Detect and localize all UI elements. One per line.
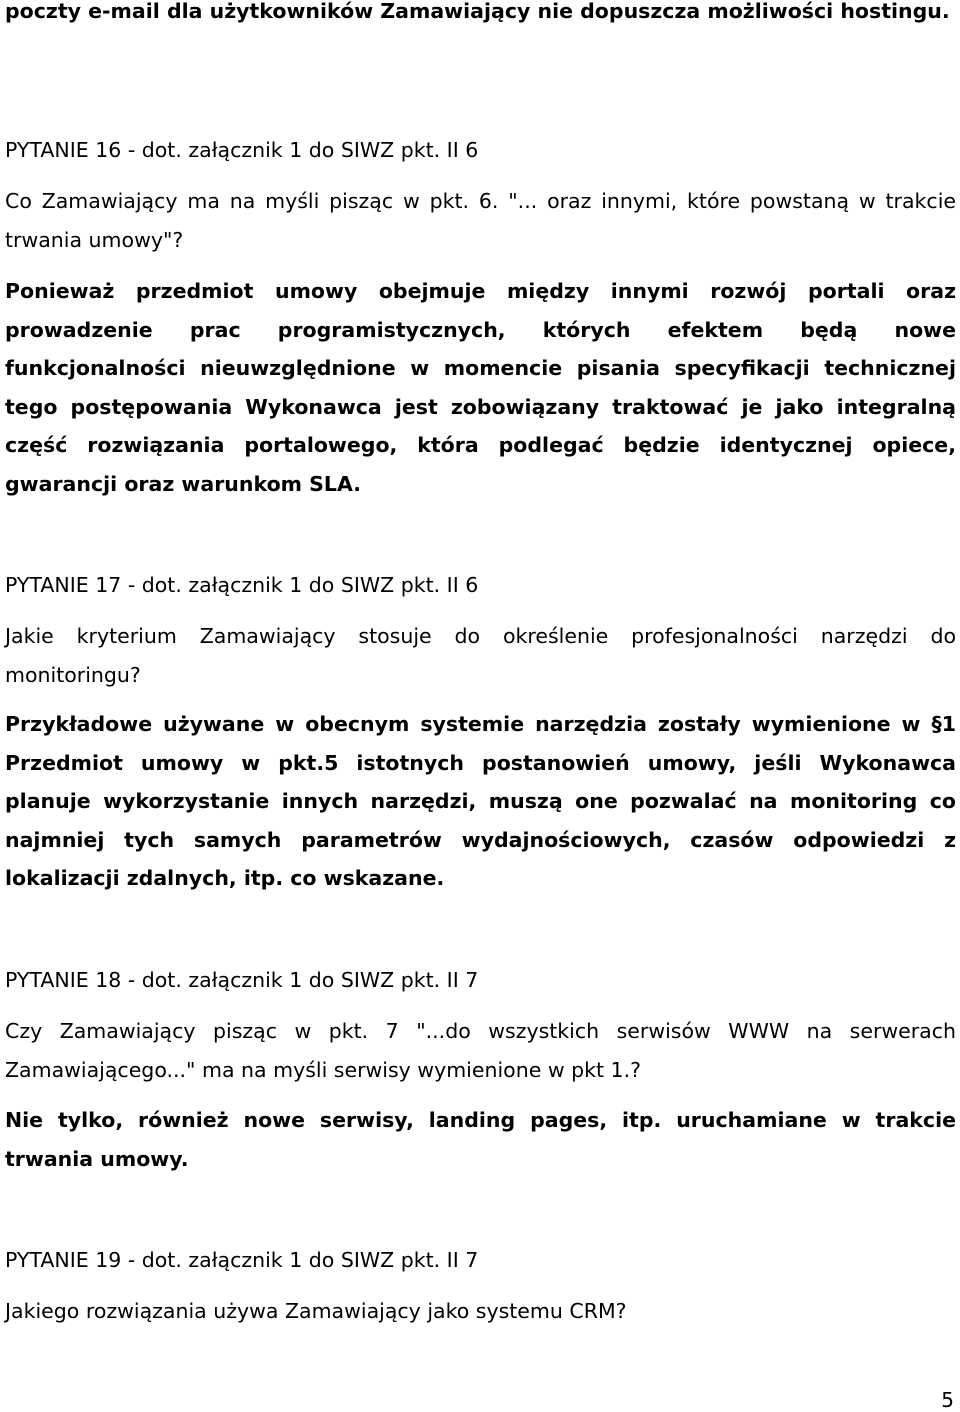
question-17-heading: PYTANIE 17 - dot. załącznik 1 do SIWZ pkt. II 6 xyxy=(5,573,479,597)
question-16-heading: PYTANIE 16 - dot. załącznik 1 do SIWZ pkt. II 6 xyxy=(5,138,479,162)
question-17-answer: Przykładowe używane w obecnym systemie narzędzia zostały wymienione w §1 Przedmiot umowy w pkt.5 istotnych postanowień umowy, jeśli Wykonawca planuje wykorzystanie innych narzędzi, muszą one pozwalać na monitoring co najmniej tych samych parametrów wydajnościowych, czasów odpowiedzi z lokalizacji zdalnych, itp. co wskazane. xyxy=(5,712,956,891)
question-16-answer: Ponieważ przedmiot umowy obejmuje między innymi rozwój portali oraz prowadzenie prac programistycznych, których efektem będą nowe funkcjonalności nieuwzględnione w momencie pisania specyfikacji technicznej tego postępowania Wykonawca jest zobowiązany traktować je jako integralną część rozwiązania portalowego, która podlegać będzie identycznej opiece, gwarancji oraz warunkom SLA. xyxy=(5,279,956,496)
intro-answer: poczty e-mail dla użytkowników Zamawiający nie dopuszcza możliwości hostingu. xyxy=(5,0,950,23)
question-18-answer: Nie tylko, również nowe serwisy, landing pages, itp. uruchamiane w trakcie trwania umowy. xyxy=(5,1108,956,1171)
question-19-text: Jakiego rozwiązania używa Zamawiający jako systemu CRM? xyxy=(5,1299,627,1323)
page-number: 5 xyxy=(941,1388,954,1412)
question-16-text: Co Zamawiający ma na myśli pisząc w pkt. 6. "... oraz innymi, które powstaną w trakcie trwania umowy"? xyxy=(5,189,956,252)
question-19-heading: PYTANIE 19 - dot. załącznik 1 do SIWZ pkt. II 7 xyxy=(5,1248,479,1272)
question-17-text: Jakie kryterium Zamawiający stosuje do określenie profesjonalności narzędzi do monitoringu? xyxy=(5,624,956,687)
question-18-heading: PYTANIE 18 - dot. załącznik 1 do SIWZ pkt. II 7 xyxy=(5,968,479,992)
question-18-text: Czy Zamawiający pisząc w pkt. 7 "...do wszystkich serwisów WWW na serwerach Zamawiającego..." ma na myśli serwisy wymienione w pkt 1.? xyxy=(5,1019,956,1082)
